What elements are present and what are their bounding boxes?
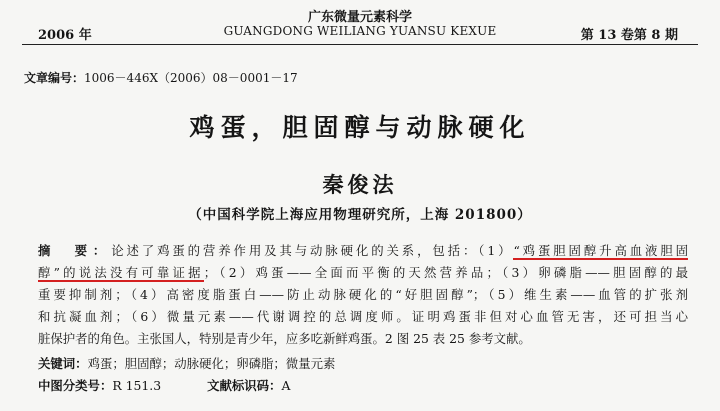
header-issue: 第 13 卷第 8 期 xyxy=(580,28,678,43)
article-number xyxy=(24,69,298,86)
doc-code-label: 文献标识码： xyxy=(207,378,282,393)
header-year: 2006 年 xyxy=(38,28,92,43)
classification xyxy=(38,376,290,394)
abstract xyxy=(38,240,688,350)
article-title: 鸡蛋，胆固醇与动脉硬化 xyxy=(189,113,531,142)
article-number-label: 文章编号： xyxy=(24,71,85,85)
abstract-line-5: 脏保护者的角色。主张国人，特别是青少年，应多吃新鲜鸡蛋。2 图 25 表 25 参考文献。 xyxy=(38,331,531,346)
abstract-text-1: 论述了鸡蛋的营养作用及其与动脉硬化的关系，包括：（1） xyxy=(111,243,514,258)
abstract-line-1 xyxy=(38,240,688,262)
journal-name-en: GUANGDONG WEILIANG YUANSU KEXUE xyxy=(223,24,497,38)
abstract-line-3: 重要抑制剂；（4）高密度脂蛋白——防止动脉硬化的“好胆固醇”；（5）维生素——血管的扩张剂 xyxy=(38,287,688,302)
header-rule xyxy=(22,44,698,45)
article-number-value: 1006－446X（2006）08－0001－17 xyxy=(84,71,298,85)
abstract-line-4: 和抗凝血剂；（6）微量元素——代谢调控的总调度师。证明鸡蛋非但对心血管无害，还可担当心 xyxy=(38,309,688,324)
highlighted-claim-part-2: 醇”的说法没有可靠证据 xyxy=(38,265,204,280)
clc-value: R 151.3 xyxy=(112,378,162,393)
abstract-line-2 xyxy=(38,262,688,284)
journal-name-cn: 广东微量元素科学 xyxy=(307,10,412,25)
clc-label: 中图分类号： xyxy=(38,378,113,393)
keywords xyxy=(38,354,335,372)
highlighted-claim-part-1: “鸡蛋胆固醇升高血液胆固 xyxy=(513,243,688,258)
author-affiliation: （中国科学院上海应用物理研究所，上海 201800） xyxy=(188,207,532,223)
keywords-value: 鸡蛋；胆固醇；动脉硬化；卵磷脂；微量元素 xyxy=(87,356,336,371)
abstract-label: 摘 要： xyxy=(38,243,112,258)
doc-code-value: A xyxy=(281,378,291,393)
keywords-label: 关键词： xyxy=(38,356,88,371)
article-author: 秦俊法 xyxy=(322,172,398,197)
abstract-text-2: ；（2）鸡蛋——全面而平衡的天然营养品；（3）卵磷脂——胆固醇的最 xyxy=(203,265,688,280)
